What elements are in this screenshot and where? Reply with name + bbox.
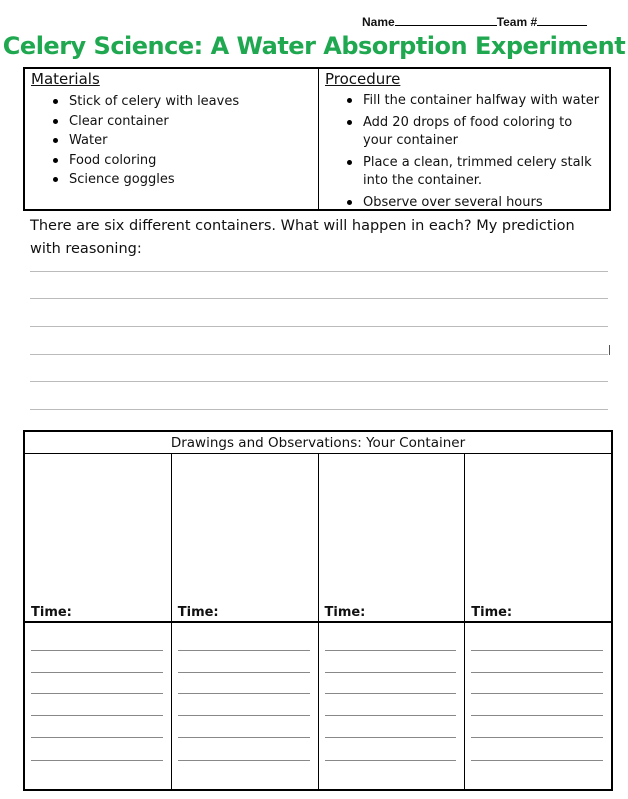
writing-line[interactable] <box>31 672 163 673</box>
observation-column <box>25 454 172 789</box>
observations-table <box>23 430 613 791</box>
observation-lines[interactable] <box>319 623 465 789</box>
drawing-area[interactable] <box>319 454 465 623</box>
time-label: Time: <box>31 605 72 620</box>
list-item: Water <box>53 131 312 151</box>
name-blank[interactable] <box>395 13 497 26</box>
writing-line[interactable] <box>31 715 163 716</box>
writing-line[interactable] <box>325 672 457 673</box>
writing-line[interactable] <box>30 409 608 410</box>
observation-lines[interactable] <box>465 623 611 789</box>
observation-lines[interactable] <box>172 623 318 789</box>
procedure-heading: Procedure <box>325 70 401 88</box>
name-team-line <box>362 13 587 29</box>
observation-column <box>465 454 611 789</box>
writing-line[interactable] <box>30 354 608 355</box>
time-label: Time: <box>324 605 366 620</box>
team-blank[interactable] <box>537 13 587 26</box>
materials-list <box>31 92 312 190</box>
writing-line[interactable] <box>178 760 310 761</box>
writing-line[interactable] <box>178 672 310 673</box>
procedure-list <box>325 92 603 212</box>
line-tick-mark <box>609 345 610 355</box>
observation-column <box>172 454 319 789</box>
writing-line[interactable] <box>325 650 457 651</box>
drawing-area[interactable] <box>25 454 171 623</box>
writing-line[interactable] <box>31 693 163 694</box>
list-item: Clear container <box>53 112 312 132</box>
writing-line[interactable] <box>178 715 310 716</box>
writing-line[interactable] <box>471 715 603 716</box>
list-item: Add 20 drops of food coloring to your container <box>347 114 603 150</box>
writing-line[interactable] <box>471 650 603 651</box>
worksheet-title: Celery Science: A Water Absorption Experiment <box>2 32 626 60</box>
writing-line[interactable] <box>471 672 603 673</box>
observation-lines[interactable] <box>25 623 171 789</box>
writing-line[interactable] <box>325 760 457 761</box>
writing-line[interactable] <box>30 326 608 327</box>
drawing-area[interactable] <box>465 454 611 623</box>
materials-section <box>25 69 319 209</box>
writing-line[interactable] <box>31 737 163 738</box>
list-item: Science goggles <box>53 170 312 190</box>
writing-line[interactable] <box>178 693 310 694</box>
procedure-section <box>319 69 609 209</box>
writing-line[interactable] <box>31 650 163 651</box>
writing-line[interactable] <box>471 760 603 761</box>
writing-line[interactable] <box>325 715 457 716</box>
observations-grid <box>25 454 611 789</box>
writing-line[interactable] <box>178 650 310 651</box>
name-label: Name <box>362 15 395 29</box>
list-item: Observe over several hours <box>347 194 603 212</box>
list-item: Fill the container halfway with water <box>347 92 603 110</box>
observations-heading: Drawings and Observations: Your Container <box>25 432 611 454</box>
writing-line[interactable] <box>31 760 163 761</box>
writing-line[interactable] <box>325 737 457 738</box>
writing-line[interactable] <box>178 737 310 738</box>
list-item: Food coloring <box>53 151 312 171</box>
writing-line[interactable] <box>471 693 603 694</box>
list-item: Place a clean, trimmed celery stalk into the container. <box>347 154 603 190</box>
list-item: Stick of celery with leaves <box>53 92 312 112</box>
writing-line[interactable] <box>30 381 608 382</box>
time-label: Time: <box>177 605 219 620</box>
writing-line[interactable] <box>30 298 608 299</box>
observation-column <box>319 454 466 789</box>
writing-line[interactable] <box>325 693 457 694</box>
materials-procedure-box <box>23 67 611 211</box>
prediction-prompt: There are six different containers. What will happen in each? My prediction with reasoning: <box>30 218 575 257</box>
drawing-area[interactable] <box>172 454 318 623</box>
team-label: Team # <box>496 15 538 29</box>
writing-line[interactable] <box>30 271 608 272</box>
materials-heading: Materials <box>31 70 100 88</box>
writing-line[interactable] <box>471 737 603 738</box>
time-label: Time: <box>471 605 513 620</box>
